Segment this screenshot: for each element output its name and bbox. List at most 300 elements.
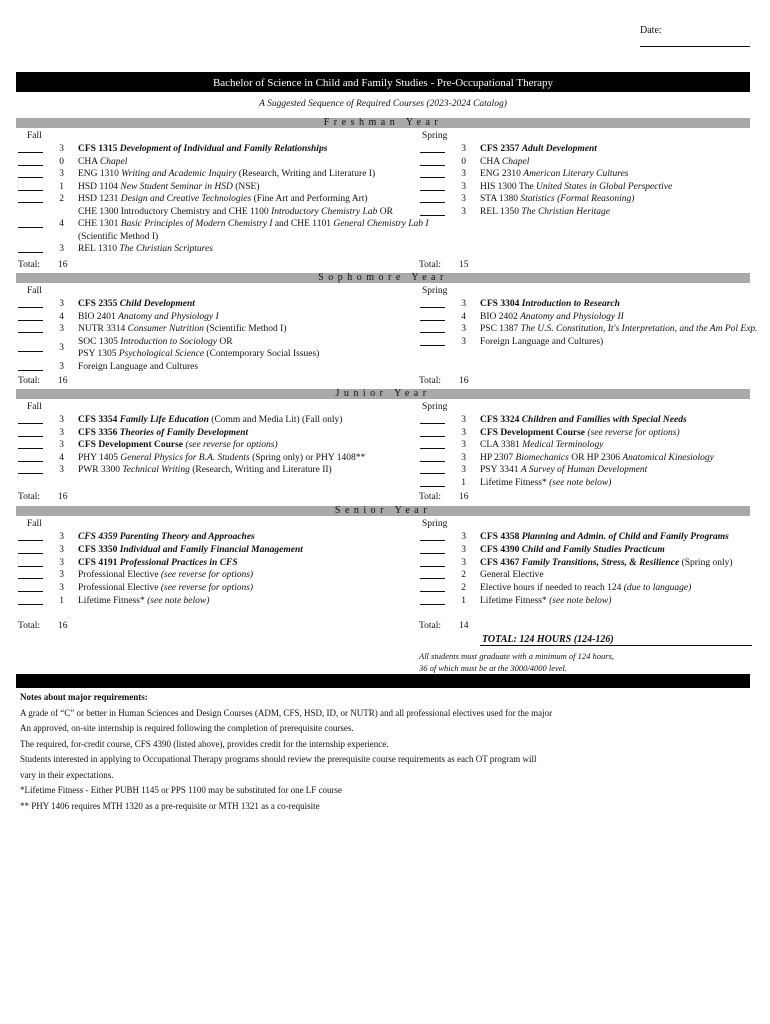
credit-hours: 2: [461, 570, 466, 581]
course-title: Anatomy and Physiology I: [118, 311, 219, 322]
course-text: General Elective: [480, 570, 544, 581]
course-text: (see reverse for options): [160, 570, 254, 581]
course-name: [480, 181, 672, 194]
course-code: CFS 4191: [78, 557, 120, 568]
credit-hours: 3: [59, 532, 64, 542]
course-line: [78, 218, 429, 231]
course-text: (Formal Reasoning): [557, 194, 635, 204]
course-title: American Literary Cultures: [523, 169, 629, 179]
course-text: Professional Elective: [78, 570, 159, 581]
course-text: (NSE): [235, 181, 260, 192]
course-name: [480, 206, 610, 219]
course-code: PWR 3300: [78, 465, 123, 475]
course-text: (Spring only): [681, 557, 733, 568]
date-line: [640, 37, 750, 47]
course-name: [78, 243, 213, 256]
year-header-junior: Junior Year: [16, 389, 750, 399]
course-code: BIO 2401: [78, 311, 119, 322]
course-title: The Christian Heritage: [521, 206, 611, 217]
credit-hours: 3: [59, 544, 64, 555]
grade-blank[interactable]: [420, 461, 445, 462]
grade-blank[interactable]: [420, 604, 445, 605]
spring-course-row: [418, 193, 748, 206]
course-title: Statistics: [520, 194, 555, 204]
fall-label: Fall: [27, 131, 42, 141]
spring-course-row: [418, 477, 748, 490]
grade-blank[interactable]: [18, 332, 43, 333]
fall-course-row: [16, 323, 346, 336]
note-line: *Lifetime Fitness - Either PUBH 1145 or PPS 1100 may be substituted for one LF course: [20, 785, 343, 795]
note-line: An approved, on-site internship is required following the completion of prerequisite courses.: [20, 723, 354, 733]
course-code: CFS 2355: [78, 299, 120, 309]
fall-course-row: [16, 452, 366, 465]
total-value: 16: [58, 260, 68, 270]
course-name: [78, 595, 209, 608]
total-label: Total:: [419, 621, 442, 631]
spring-total: [419, 260, 469, 270]
course-name: [480, 544, 665, 557]
credit-hours: 3: [461, 427, 466, 438]
credit-hours: 3: [461, 181, 466, 192]
grade-blank[interactable]: [420, 307, 445, 308]
course-code: STA 1380: [480, 194, 521, 204]
course-title: Development of Individual and Family Relationships: [119, 144, 328, 154]
note-line: vary in their expectations.: [20, 769, 114, 780]
grade-blank[interactable]: [18, 227, 43, 228]
course-text: (Contemporary Social Issues): [204, 349, 320, 359]
fall-course-row: [16, 311, 346, 324]
grade-blank[interactable]: [18, 540, 43, 541]
course-text: The: [518, 181, 537, 192]
note-line: A grade of “C” or better in Human Sciences and Design Courses (ADM, CFS, HSD, ID, or NUTR) and all professional electives used for the major: [20, 707, 553, 718]
course-code: CFS 3350: [78, 544, 120, 555]
course-title: Consumer Nutrition: [127, 324, 204, 334]
credit-hours: 3: [461, 532, 466, 542]
grade-blank[interactable]: [420, 215, 445, 216]
grade-blank[interactable]: [420, 202, 445, 203]
fall-course-row: [16, 168, 376, 181]
course-title: General Physics for B.A. Students: [120, 452, 250, 463]
course-title: United States in Global Perspective: [536, 181, 673, 192]
course-code: PSC 1387: [480, 324, 521, 334]
course-name: [480, 439, 603, 452]
credit-hours: 1: [59, 596, 64, 606]
fall-course-row: [16, 464, 346, 477]
credit-hours: 3: [461, 440, 466, 450]
course-text: (see note below): [549, 477, 612, 488]
course-text: Professional Elective: [78, 583, 159, 594]
year-header-sophomore: Sophomore Year: [16, 273, 750, 283]
grade-blank[interactable]: [18, 473, 43, 474]
course-text: Introduction to Sociology: [120, 336, 217, 347]
fall-course-row: [16, 181, 346, 194]
spring-total: [419, 492, 469, 502]
fall-course-row: [16, 595, 346, 608]
grade-blank[interactable]: [18, 165, 43, 166]
notes-heading: Notes about major requirements:: [20, 692, 148, 702]
course-name: [78, 311, 219, 324]
total-label: Total:: [18, 492, 41, 502]
spring-course-row: [418, 452, 748, 465]
credit-hours: 4: [59, 311, 64, 322]
credit-hours: 3: [461, 169, 466, 179]
course-name: [480, 193, 634, 206]
course-line: [78, 206, 429, 219]
spring-course-row: [418, 311, 748, 324]
notes-section: [20, 690, 740, 814]
fall-course-row: [16, 544, 346, 557]
fall-course-row: [16, 298, 346, 311]
course-name: [78, 557, 238, 570]
course-title: Writing and Academic Inquiry: [121, 169, 237, 179]
course-text: Lifetime Fitness*: [480, 596, 547, 606]
course-title: Design and Creative Technologies: [120, 194, 252, 204]
total-value: 15: [459, 260, 469, 270]
grade-blank[interactable]: [18, 566, 43, 567]
course-code: PSY 3341: [480, 465, 521, 475]
grade-blank[interactable]: [18, 252, 43, 253]
course-name: [480, 414, 687, 427]
spring-course-row: [418, 168, 748, 181]
fall-course-row: [16, 336, 346, 361]
year-header-senior: Senior Year: [16, 506, 750, 516]
grade-blank[interactable]: [420, 473, 445, 474]
total-value: 14: [459, 621, 469, 631]
course-code: CHA: [480, 156, 502, 167]
course-code: CFS 4358: [480, 532, 522, 542]
note-line: The required, for-credit course, CFS 4390 (listed above), provides credit for the internship experience.: [20, 738, 389, 749]
course-title: (see reverse for options): [587, 427, 680, 438]
total-value: 16: [459, 376, 469, 386]
total-value: 16: [58, 492, 68, 502]
grade-blank[interactable]: [420, 448, 445, 449]
course-title: A Survey of Human Development: [520, 465, 648, 475]
course-code: BIO 2402: [480, 311, 521, 322]
course-name: [78, 414, 342, 427]
course-text: and CHE 1101: [272, 219, 331, 229]
spring-course-row: [418, 414, 748, 427]
course-code: CFS 3304: [480, 299, 522, 309]
course-text: Foreign Language and Cultures): [480, 336, 604, 347]
credit-hours: 3: [59, 299, 64, 309]
spring-course-row: [418, 336, 748, 349]
course-title: Medical Terminology: [522, 440, 604, 450]
credit-hours: 3: [461, 415, 466, 425]
credit-hours: 1: [461, 477, 466, 488]
grade-blank[interactable]: [420, 332, 445, 333]
course-text: CHE 1301: [78, 219, 121, 229]
credit-hours: 1: [461, 596, 466, 606]
spring-course-row: [418, 439, 748, 452]
fall-total: [18, 376, 68, 386]
grade-blank[interactable]: [18, 423, 43, 424]
course-name: [78, 336, 319, 361]
credit-hours: 3: [59, 342, 64, 353]
total-label: Total:: [419, 260, 442, 270]
credit-hours: 3: [461, 336, 466, 347]
credit-hours: 3: [59, 570, 64, 581]
total-value: 16: [58, 621, 68, 631]
date-label: Date:: [640, 25, 662, 36]
course-code: CHA: [78, 156, 100, 167]
credit-hours: 2: [59, 194, 64, 204]
course-title: The U.S. Constitution, It's Interpretation, and the Am Pol Exp.: [520, 324, 758, 334]
credit-hours: 3: [59, 415, 64, 425]
course-code: CFS 4367: [480, 557, 522, 568]
course-code: CFS 4390: [480, 544, 522, 555]
course-name: [78, 298, 195, 311]
fall-total: [18, 492, 68, 502]
course-line: [78, 348, 319, 361]
course-text: OR: [377, 206, 393, 217]
grade-blank[interactable]: [420, 423, 445, 424]
credit-hours: 3: [59, 144, 64, 154]
spring-course-row: [418, 531, 748, 544]
grade-blank[interactable]: [420, 345, 445, 346]
spring-course-row: [418, 427, 748, 440]
footer-bar: [16, 674, 750, 688]
credit-hours: 3: [461, 465, 466, 475]
course-name: [78, 323, 286, 336]
note-line: Students interested in applying to Occupational Therapy programs should review the prerequisite course requirements as each OT program will: [20, 754, 537, 764]
credit-hours: 3: [461, 324, 466, 334]
grade-blank[interactable]: [18, 202, 43, 203]
course-text: Anatomical Kinesiology: [622, 452, 714, 463]
course-text: OR: [216, 336, 233, 347]
grade-blank[interactable]: [18, 553, 43, 554]
course-text: (see reverse for options): [160, 583, 254, 594]
course-code: HIS 1300: [480, 181, 519, 192]
grade-blank[interactable]: [18, 436, 43, 437]
grade-blank[interactable]: [420, 165, 445, 166]
fall-course-row: [16, 361, 346, 374]
grand-total-note: [419, 650, 679, 674]
grade-blank[interactable]: [18, 351, 43, 352]
credit-hours: 0: [59, 156, 64, 167]
fall-total: [18, 621, 68, 631]
fall-label: Fall: [27, 519, 42, 529]
fall-course-row: [16, 156, 346, 169]
total-value: 16: [459, 492, 469, 502]
fall-label: Fall: [27, 402, 42, 412]
course-name: [78, 143, 327, 156]
spring-total: [419, 376, 469, 386]
credit-hours: 3: [461, 557, 466, 568]
course-title: Child and Family Studies Practicum: [521, 544, 665, 555]
course-text: CHE 1300 Introductory Chemistry and CHE 1100: [78, 206, 272, 217]
spring-course-row: [418, 557, 748, 570]
grade-blank[interactable]: [18, 190, 43, 191]
grade-blank[interactable]: [420, 320, 445, 321]
course-title: Technical Writing: [122, 465, 190, 475]
grade-blank[interactable]: [18, 307, 43, 308]
fall-course-row: [16, 193, 368, 206]
spring-course-row: [418, 143, 748, 156]
course-code: REL 1350: [480, 206, 522, 217]
course-name: [78, 439, 278, 452]
year-header-freshman: Freshman Year: [16, 118, 750, 128]
grade-blank[interactable]: [420, 578, 445, 579]
course-text: Psychological Science: [118, 349, 205, 359]
course-text: (Research, Writing and Literature I): [238, 169, 376, 179]
credit-hours: 2: [461, 583, 466, 594]
course-text: (Scientific Method I): [206, 324, 287, 334]
grade-blank[interactable]: [420, 591, 445, 592]
fall-course-row: [16, 143, 346, 156]
course-name: [480, 569, 544, 582]
note-line: ** PHY 1406 requires MTH 1320 as a pre-requisite or MTH 1321 as a co-requisite: [20, 800, 320, 811]
grade-blank[interactable]: [18, 152, 43, 153]
course-text: (see note below): [147, 596, 210, 606]
course-name: [78, 569, 253, 582]
grade-blank[interactable]: [18, 591, 43, 592]
course-name: [480, 298, 620, 311]
fall-course-row: [16, 569, 346, 582]
course-title: Professional Practices in CFS: [119, 557, 238, 568]
page-title: Bachelor of Science in Child and Family Studies - Pre-Occupational Therapy: [16, 72, 750, 92]
course-text: Basic Principles of Modern Chemistry I: [120, 219, 273, 229]
credit-hours: 0: [461, 156, 466, 167]
course-name: [480, 311, 624, 324]
grade-blank[interactable]: [420, 553, 445, 554]
grade-blank[interactable]: [18, 578, 43, 579]
credit-hours: 4: [59, 219, 64, 229]
course-code: HSD 1231: [78, 194, 121, 204]
course-name: [480, 531, 729, 544]
credit-hours: 1: [59, 181, 64, 192]
grade-blank[interactable]: [18, 604, 43, 605]
credit-hours: 3: [59, 324, 64, 334]
course-text: OR HP 2306: [571, 452, 620, 463]
course-text: (Fine Art and Performing Art): [253, 194, 368, 204]
course-title: Anatomy and Physiology II: [520, 311, 624, 322]
credit-hours: 3: [59, 169, 64, 179]
course-code: HSD 1104: [78, 181, 121, 192]
fall-course-row: [16, 531, 346, 544]
course-title: Family Transitions, Stress, & Resilience: [521, 557, 680, 568]
grade-blank[interactable]: [420, 436, 445, 437]
grade-blank[interactable]: [420, 190, 445, 191]
course-title: Children and Families with Special Needs: [521, 415, 687, 425]
spring-label: Spring: [422, 402, 448, 412]
credit-hours: 3: [59, 244, 64, 254]
course-name: [78, 168, 375, 181]
spring-course-row: [418, 206, 748, 219]
course-text: Introductory Chemistry Lab: [271, 206, 378, 217]
total-value: 16: [58, 376, 68, 386]
grade-blank[interactable]: [18, 448, 43, 449]
spring-label: Spring: [422, 286, 448, 296]
grade-blank[interactable]: [18, 461, 43, 462]
grade-blank[interactable]: [18, 370, 43, 371]
course-name: [78, 361, 198, 374]
credit-hours: 3: [59, 440, 64, 450]
course-code: CFS Development Course: [480, 427, 588, 438]
course-code: CFS 3324: [480, 415, 522, 425]
course-line: [78, 231, 429, 244]
fall-course-row: [16, 427, 346, 440]
course-name: [480, 143, 597, 156]
credit-hours: 3: [461, 544, 466, 555]
course-title: (see reverse for options): [185, 440, 278, 450]
spring-course-row: [418, 181, 748, 194]
course-name: [480, 452, 714, 465]
credit-hours: 3: [59, 557, 64, 568]
course-title: Family Life Education: [119, 415, 209, 425]
grade-blank[interactable]: [420, 540, 445, 541]
course-code: CFS 2357: [480, 144, 522, 154]
course-title: Biomechanics: [515, 452, 569, 463]
grade-blank[interactable]: [18, 320, 43, 321]
spring-course-row: [418, 156, 748, 169]
course-title: Chapel: [99, 156, 128, 167]
credit-hours: 3: [461, 299, 466, 309]
credit-hours: 3: [461, 206, 466, 217]
fall-course-row: [16, 439, 346, 452]
course-text: General Chemistry Lab I: [333, 219, 429, 229]
fall-course-row: [16, 243, 346, 256]
page-subtitle: A Suggested Sequence of Required Courses (2023-2024 Catalog): [259, 99, 507, 109]
course-title: Adult Development: [521, 144, 597, 154]
course-name: [480, 323, 758, 336]
course-code: CFS 3356: [78, 427, 120, 438]
course-name: [480, 464, 647, 477]
total-label: Total:: [419, 492, 442, 502]
course-name: [78, 544, 303, 557]
fall-total: [18, 260, 68, 270]
course-name: [480, 557, 733, 570]
spring-course-row: [418, 569, 748, 582]
grade-blank[interactable]: [420, 486, 445, 487]
date-field[interactable]: [640, 25, 770, 47]
course-code: ENG 1310: [78, 169, 122, 179]
course-title: Chapel: [501, 156, 530, 167]
course-title: Introduction to Research: [521, 299, 620, 309]
course-name: [78, 582, 253, 595]
course-name: [480, 477, 611, 490]
course-name: [78, 427, 248, 440]
grade-blank[interactable]: [420, 152, 445, 153]
course-name: [480, 427, 680, 440]
course-code: CFS Development Course: [78, 440, 186, 450]
course-text: SOC 1305: [78, 336, 121, 347]
course-name: [480, 168, 628, 181]
credit-hours: 3: [59, 427, 64, 438]
course-name: [78, 181, 259, 194]
fall-course-row: [16, 582, 346, 595]
grade-blank[interactable]: [18, 177, 43, 178]
grand-note-line: All students must graduate with a minimum of 124 hours,: [419, 651, 615, 661]
course-code: PHY 1405: [78, 452, 121, 463]
course-code: NUTR 3314: [78, 324, 128, 334]
credit-hours: 3: [59, 361, 64, 372]
grade-blank[interactable]: [420, 566, 445, 567]
course-title: Theories of Family Development: [119, 427, 249, 438]
course-code: CLA 3381: [480, 440, 523, 450]
course-code: CFS 3354: [78, 415, 120, 425]
total-label: Total:: [419, 376, 442, 386]
spring-course-row: [418, 323, 758, 336]
course-name: [480, 336, 603, 349]
credit-hours: 4: [461, 311, 466, 322]
course-text: PSY 1305: [78, 349, 119, 359]
course-text: Lifetime Fitness*: [78, 596, 145, 606]
course-line: [78, 336, 319, 349]
grade-blank[interactable]: [420, 177, 445, 178]
course-name: [78, 193, 368, 206]
course-name: [78, 464, 332, 477]
credit-hours: 3: [59, 583, 64, 594]
